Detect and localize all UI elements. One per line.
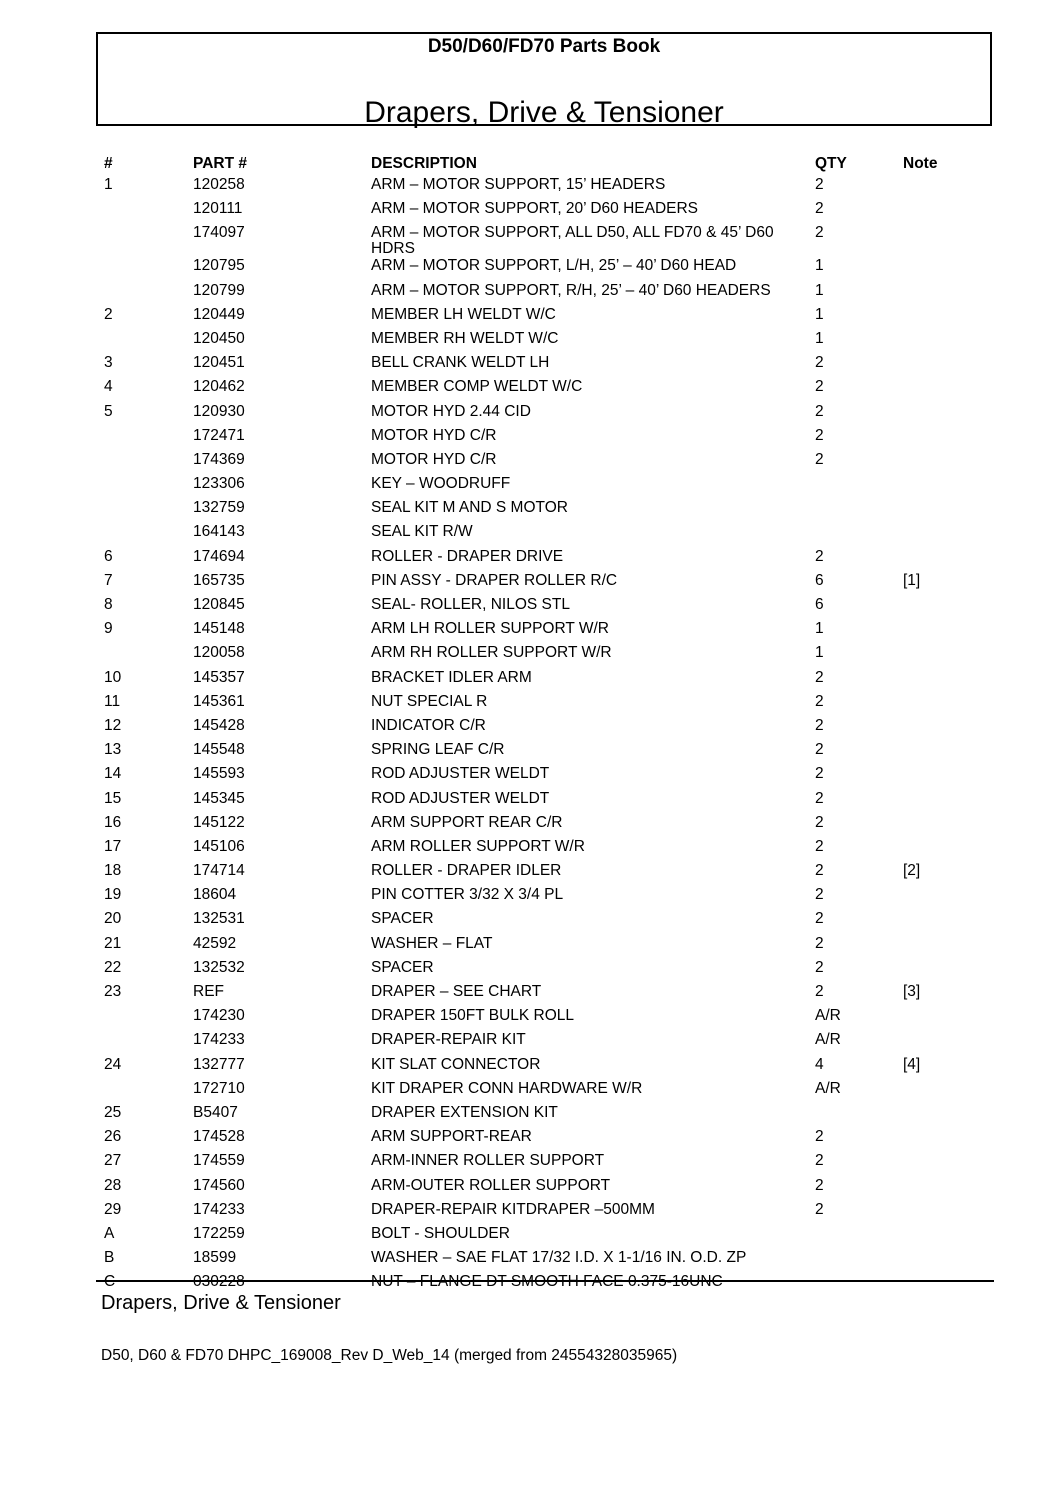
- part-number-index: 22: [104, 958, 122, 976]
- part-number: 145148: [193, 620, 245, 638]
- part-description: INDICATOR C/R: [371, 716, 486, 734]
- part-number: 145122: [193, 813, 245, 831]
- part-number-index: 29: [104, 1200, 122, 1218]
- part-description: ARM – MOTOR SUPPORT, L/H, 25’ – 40’ D60 HEAD: [371, 257, 737, 275]
- part-number: 172710: [193, 1079, 245, 1097]
- part-number: 174559: [193, 1152, 245, 1170]
- part-quantity: 2: [815, 668, 824, 686]
- part-quantity: 2: [815, 402, 824, 420]
- part-number-index: 23: [104, 983, 122, 1000]
- table-row: [100, 1007, 980, 1031]
- part-number: 132759: [193, 499, 245, 517]
- table-row: [100, 862, 980, 886]
- part-note: [899, 1152, 980, 1176]
- part-number: 164143: [193, 523, 245, 541]
- part-quantity: 2: [815, 1176, 824, 1194]
- part-description: ARM – MOTOR SUPPORT, R/H, 25’ – 40’ D60 HEADERS: [371, 281, 771, 299]
- part-quantity: 2: [815, 765, 824, 783]
- part-description: SPACER: [371, 958, 434, 976]
- part-number-index: [100, 451, 189, 475]
- table-row: [100, 572, 980, 596]
- part-description: SPACER: [371, 910, 434, 928]
- table-row: [100, 1249, 980, 1273]
- part-description: SEAL KIT M AND S MOTOR: [371, 499, 568, 517]
- part-number: 174369: [193, 450, 245, 468]
- part-quantity: 2: [815, 1128, 824, 1146]
- part-description: ROLLER - DRAPER IDLER: [371, 862, 562, 880]
- part-number-index: 8: [104, 596, 113, 613]
- part-number-index: 17: [104, 837, 122, 855]
- part-number-index: A: [104, 1224, 115, 1242]
- part-number-index: 15: [104, 789, 122, 807]
- part-description: ARM ROLLER SUPPORT W/R: [371, 837, 585, 855]
- part-number-index: B: [104, 1249, 115, 1267]
- table-row: [100, 378, 980, 402]
- part-number-index: 2: [104, 305, 113, 323]
- part-number-index: 20: [104, 910, 122, 928]
- table-row: [100, 282, 980, 306]
- column-header-note: Note: [903, 155, 938, 172]
- column-header-number: #: [104, 155, 113, 172]
- part-description: DRAPER-REPAIR KIT: [371, 1031, 526, 1049]
- part-quantity: 2: [815, 862, 824, 880]
- part-quantity: 2: [815, 547, 824, 565]
- part-number-index: 4: [104, 378, 113, 396]
- part-number: 145548: [193, 741, 245, 759]
- table-row: [100, 427, 980, 451]
- part-note: [899, 1007, 980, 1031]
- part-note: [3]: [903, 983, 921, 1000]
- part-note: [899, 1273, 980, 1297]
- part-number-index: [100, 644, 189, 668]
- table-row: [100, 1031, 980, 1055]
- table-row: [100, 224, 980, 257]
- part-number-index: [100, 330, 189, 354]
- table-row: [100, 257, 980, 281]
- part-quantity: A/R: [815, 1031, 841, 1049]
- footer-divider: [96, 1280, 994, 1282]
- part-number-index: [100, 282, 189, 306]
- part-quantity: 1: [815, 620, 824, 638]
- part-note: [899, 1249, 980, 1273]
- part-description: KIT DRAPER CONN HARDWARE W/R: [371, 1079, 643, 1097]
- part-number-index: 7: [104, 571, 113, 589]
- part-note: [899, 548, 980, 572]
- part-note: [899, 596, 980, 620]
- table-row: [100, 1225, 980, 1249]
- part-quantity: 2: [815, 716, 824, 734]
- part-description: PIN COTTER 3/32 X 3/4 PL: [371, 886, 564, 904]
- part-number: 174714: [193, 862, 245, 880]
- part-note: [899, 224, 980, 257]
- parts-table-body: [100, 176, 980, 1297]
- part-description: SEAL KIT R/W: [371, 523, 473, 541]
- part-description: ARM-INNER ROLLER SUPPORT: [371, 1152, 605, 1170]
- part-number-index: [100, 1080, 189, 1104]
- part-quantity: 4: [815, 1055, 824, 1073]
- part-number-index: 6: [104, 547, 113, 565]
- part-description: ARM – MOTOR SUPPORT, 15’ HEADERS: [371, 176, 666, 193]
- part-description: WASHER – FLAT: [371, 934, 493, 952]
- part-description: ROD ADJUSTER WELDT: [371, 765, 550, 783]
- part-description: ROLLER - DRAPER DRIVE: [371, 547, 564, 565]
- table-header-row: [100, 155, 980, 176]
- part-number: 120449: [193, 305, 245, 323]
- part-note: [899, 1080, 980, 1104]
- part-quantity: [811, 523, 899, 547]
- part-quantity: 2: [815, 1200, 824, 1218]
- table-row: [100, 523, 980, 547]
- part-quantity: 2: [815, 200, 824, 218]
- part-number: 145345: [193, 789, 245, 807]
- part-quantity: [811, 1225, 899, 1249]
- part-description: BELL CRANK WELDT LH: [371, 354, 550, 372]
- part-description: KIT SLAT CONNECTOR: [371, 1055, 541, 1073]
- part-number-index: 26: [104, 1128, 122, 1146]
- column-header-description: DESCRIPTION: [371, 155, 477, 172]
- part-number: 120111: [193, 200, 243, 218]
- part-quantity: [811, 1249, 899, 1273]
- part-number-index: [100, 224, 189, 257]
- part-number: 145428: [193, 716, 245, 734]
- part-number-index: [100, 1031, 189, 1055]
- table-row: [100, 1128, 980, 1152]
- table-row: [100, 354, 980, 378]
- part-quantity: 2: [815, 354, 824, 372]
- part-number-index: 9: [104, 620, 113, 638]
- part-number-index: [100, 1007, 189, 1031]
- part-description: MEMBER COMP WELDT W/C: [371, 378, 583, 396]
- footer-document-id: D50, D60 & FD70 DHPC_169008_Rev D_Web_14 (merged from 24554328035965): [101, 1347, 678, 1364]
- part-number: 120451: [193, 354, 245, 372]
- table-row: [100, 693, 980, 717]
- table-row: [100, 1152, 980, 1176]
- part-number-index: [100, 499, 189, 523]
- part-description: DRAPER EXTENSION KIT: [371, 1103, 558, 1121]
- part-note: [899, 427, 980, 451]
- part-note: [899, 200, 980, 224]
- column-header-part: PART #: [193, 155, 247, 172]
- part-number-index: 10: [104, 668, 122, 686]
- part-quantity: [811, 1273, 899, 1297]
- part-note: [899, 176, 980, 200]
- table-row: [100, 1104, 980, 1128]
- part-number: 132777: [193, 1055, 245, 1073]
- part-quantity: 2: [815, 910, 824, 928]
- part-note: [899, 620, 980, 644]
- part-description: DRAPER – SEE CHART: [371, 983, 542, 1000]
- part-description: ARM SUPPORT REAR C/R: [371, 813, 563, 831]
- table-row: [100, 814, 980, 838]
- part-number: 120845: [193, 596, 245, 613]
- part-number: 120930: [193, 402, 245, 420]
- part-note: [899, 959, 980, 983]
- part-number: 165735: [193, 571, 245, 589]
- part-quantity: 2: [815, 958, 824, 976]
- table-row: [100, 765, 980, 789]
- part-quantity: 2: [815, 176, 824, 193]
- part-note: [899, 257, 980, 281]
- table-row: [100, 1177, 980, 1201]
- part-note: [899, 717, 980, 741]
- part-quantity: 2: [815, 741, 824, 759]
- part-quantity: 1: [815, 305, 824, 323]
- part-quantity: 2: [815, 692, 824, 710]
- part-number-index: 27: [104, 1152, 122, 1170]
- part-number: 18599: [193, 1249, 237, 1267]
- part-number: REF: [193, 983, 224, 1000]
- part-note: [899, 838, 980, 862]
- part-number: 174097: [193, 224, 245, 242]
- table-row: [100, 403, 980, 427]
- part-number: 174528: [193, 1128, 245, 1146]
- part-number-index: 21: [104, 934, 122, 952]
- table-row: [100, 1201, 980, 1225]
- part-number: 120258: [193, 176, 245, 193]
- part-number-index: 28: [104, 1176, 122, 1194]
- part-number-index: 1: [104, 176, 113, 193]
- part-description: KEY – WOODRUFF: [371, 475, 511, 493]
- table-row: [100, 935, 980, 959]
- part-number: B5407: [193, 1103, 238, 1121]
- part-number-index: 16: [104, 813, 122, 831]
- part-number-index: 3: [104, 354, 113, 372]
- part-note: [899, 765, 980, 789]
- part-note: [899, 523, 980, 547]
- part-note: [899, 910, 980, 934]
- table-row: [100, 548, 980, 572]
- part-note: [899, 282, 980, 306]
- page-title: Drapers, Drive & Tensioner: [364, 96, 724, 129]
- part-number-index: 13: [104, 741, 122, 759]
- part-number: 145106: [193, 837, 245, 855]
- part-description: ARM – MOTOR SUPPORT, ALL D50, ALL FD70 & 45’ D60 HDRS: [371, 224, 774, 258]
- part-note: [2]: [903, 862, 921, 880]
- part-note: [899, 1201, 980, 1225]
- part-number: 123306: [193, 475, 245, 493]
- part-note: [899, 790, 980, 814]
- part-quantity: [811, 475, 899, 499]
- part-description: DRAPER-REPAIR KITDRAPER –500MM: [371, 1200, 655, 1218]
- table-row: [100, 200, 980, 224]
- table-row: [100, 959, 980, 983]
- table-row: [100, 306, 980, 330]
- part-number-index: [100, 427, 189, 451]
- part-note: [899, 354, 980, 378]
- part-quantity: 2: [815, 450, 824, 468]
- part-quantity: 2: [815, 837, 824, 855]
- part-number-index: 24: [104, 1055, 122, 1073]
- part-number: 172259: [193, 1224, 245, 1242]
- table-row: [100, 475, 980, 499]
- part-number: 18604: [193, 886, 237, 904]
- table-row: [100, 910, 980, 934]
- part-description: ARM RH ROLLER SUPPORT W/R: [371, 644, 612, 662]
- part-quantity: 1: [815, 281, 824, 299]
- part-quantity: 2: [815, 426, 824, 444]
- part-note: [899, 644, 980, 668]
- part-quantity: 2: [815, 934, 824, 952]
- part-note: [1]: [903, 571, 921, 589]
- part-number: 120795: [193, 257, 245, 275]
- part-number-index: 5: [104, 402, 113, 420]
- part-note: [4]: [903, 1055, 921, 1073]
- part-description: ROD ADJUSTER WELDT: [371, 789, 550, 807]
- part-note: [899, 403, 980, 427]
- part-number: 120450: [193, 329, 245, 347]
- part-quantity: 2: [815, 1152, 824, 1170]
- part-description: MEMBER RH WELDT W/C: [371, 329, 559, 347]
- part-number: 174694: [193, 547, 245, 565]
- part-number: 174233: [193, 1031, 245, 1049]
- part-quantity: [811, 1104, 899, 1128]
- table-row: [100, 620, 980, 644]
- part-number: 120799: [193, 281, 245, 299]
- part-quantity: 2: [815, 886, 824, 904]
- table-row: [100, 451, 980, 475]
- part-note: [899, 1031, 980, 1055]
- part-note: [899, 499, 980, 523]
- part-quantity: 2: [815, 813, 824, 831]
- part-description: MEMBER LH WELDT W/C: [371, 305, 556, 323]
- part-note: [899, 814, 980, 838]
- part-number: 132532: [193, 958, 245, 976]
- part-number: 172471: [193, 426, 245, 444]
- part-number: 145361: [193, 692, 245, 710]
- header-box: [96, 32, 992, 129]
- part-quantity: 1: [815, 329, 824, 347]
- part-description: NUT SPECIAL R: [371, 692, 488, 710]
- part-description: MOTOR HYD 2.44 CID: [371, 402, 531, 420]
- part-note: [899, 1104, 980, 1128]
- table-row: [100, 176, 980, 200]
- part-note: [899, 306, 980, 330]
- footer-section-title: Drapers, Drive & Tensioner: [101, 1292, 341, 1314]
- part-note: [899, 693, 980, 717]
- part-number-index: [100, 523, 189, 547]
- part-number-index: 18: [104, 862, 122, 880]
- table-row: [100, 1080, 980, 1104]
- part-number: 145357: [193, 668, 245, 686]
- part-quantity: 2: [815, 224, 824, 242]
- part-description: DRAPER 150FT BULK ROLL: [371, 1007, 575, 1025]
- part-note: [899, 1128, 980, 1152]
- table-row: [100, 838, 980, 862]
- part-number: 145593: [193, 765, 245, 783]
- table-row: [100, 499, 980, 523]
- part-description: SPRING LEAF C/R: [371, 741, 505, 759]
- part-note: [899, 1177, 980, 1201]
- part-note: [899, 935, 980, 959]
- part-description: BRACKET IDLER ARM: [371, 668, 532, 686]
- table-row: [100, 741, 980, 765]
- part-quantity: A/R: [815, 1079, 841, 1097]
- part-note: [899, 886, 980, 910]
- table-row: [100, 983, 980, 1007]
- part-description: MOTOR HYD C/R: [371, 426, 497, 444]
- part-description: PIN ASSY - DRAPER ROLLER R/C: [371, 571, 618, 589]
- book-title: D50/D60/FD70 Parts Book: [427, 36, 661, 57]
- part-quantity: 6: [815, 571, 824, 589]
- part-number-index: [100, 200, 189, 224]
- table-row: [100, 330, 980, 354]
- part-number-index: 11: [104, 692, 121, 710]
- part-number-index: [100, 475, 189, 499]
- parts-table: [100, 155, 980, 1297]
- part-quantity: 2: [815, 789, 824, 807]
- part-description: WASHER – SAE FLAT 17/32 I.D. X 1-1/16 IN. O.D. ZP: [371, 1249, 747, 1267]
- part-note: [899, 451, 980, 475]
- table-row: [100, 790, 980, 814]
- table-row: [100, 669, 980, 693]
- part-number: 120462: [193, 378, 245, 396]
- part-description: ARM SUPPORT-REAR: [371, 1128, 532, 1146]
- part-note: [899, 669, 980, 693]
- part-description: ARM LH ROLLER SUPPORT W/R: [371, 620, 610, 638]
- part-description: ARM-OUTER ROLLER SUPPORT: [371, 1176, 611, 1194]
- part-description: [367, 1273, 811, 1297]
- part-number-index: [100, 257, 189, 281]
- part-description: SEAL- ROLLER, NILOS STL: [371, 596, 570, 613]
- part-note: [899, 330, 980, 354]
- part-number-index: 25: [104, 1103, 122, 1121]
- part-quantity: 6: [815, 596, 824, 613]
- part-quantity: 1: [815, 257, 824, 275]
- part-description: MOTOR HYD C/R: [371, 450, 497, 468]
- part-number: 120058: [193, 644, 245, 662]
- part-quantity: 2: [815, 378, 824, 396]
- part-description: BOLT - SHOULDER: [371, 1224, 510, 1242]
- table-row: [100, 644, 980, 668]
- part-note: [899, 741, 980, 765]
- table-row: [100, 886, 980, 910]
- part-description: ARM – MOTOR SUPPORT, 20’ D60 HEADERS: [371, 200, 699, 218]
- part-number-index: 12: [104, 716, 122, 734]
- part-number: 174233: [193, 1200, 245, 1218]
- part-quantity: 1: [815, 644, 824, 662]
- column-header-qty: QTY: [815, 155, 847, 172]
- part-note: [899, 475, 980, 499]
- part-note: [899, 378, 980, 402]
- part-number: 174230: [193, 1007, 245, 1025]
- table-row: [100, 596, 980, 620]
- part-number: 132531: [193, 910, 245, 928]
- part-number: 174560: [193, 1176, 245, 1194]
- part-quantity: [811, 499, 899, 523]
- part-number-index: 14: [104, 765, 122, 783]
- part-number: 42592: [193, 934, 237, 952]
- table-row: [100, 1056, 980, 1080]
- table-row: [100, 717, 980, 741]
- part-quantity: A/R: [815, 1007, 841, 1025]
- part-quantity: 2: [815, 983, 824, 1000]
- part-note: [899, 1225, 980, 1249]
- part-number-index: 19: [104, 886, 122, 904]
